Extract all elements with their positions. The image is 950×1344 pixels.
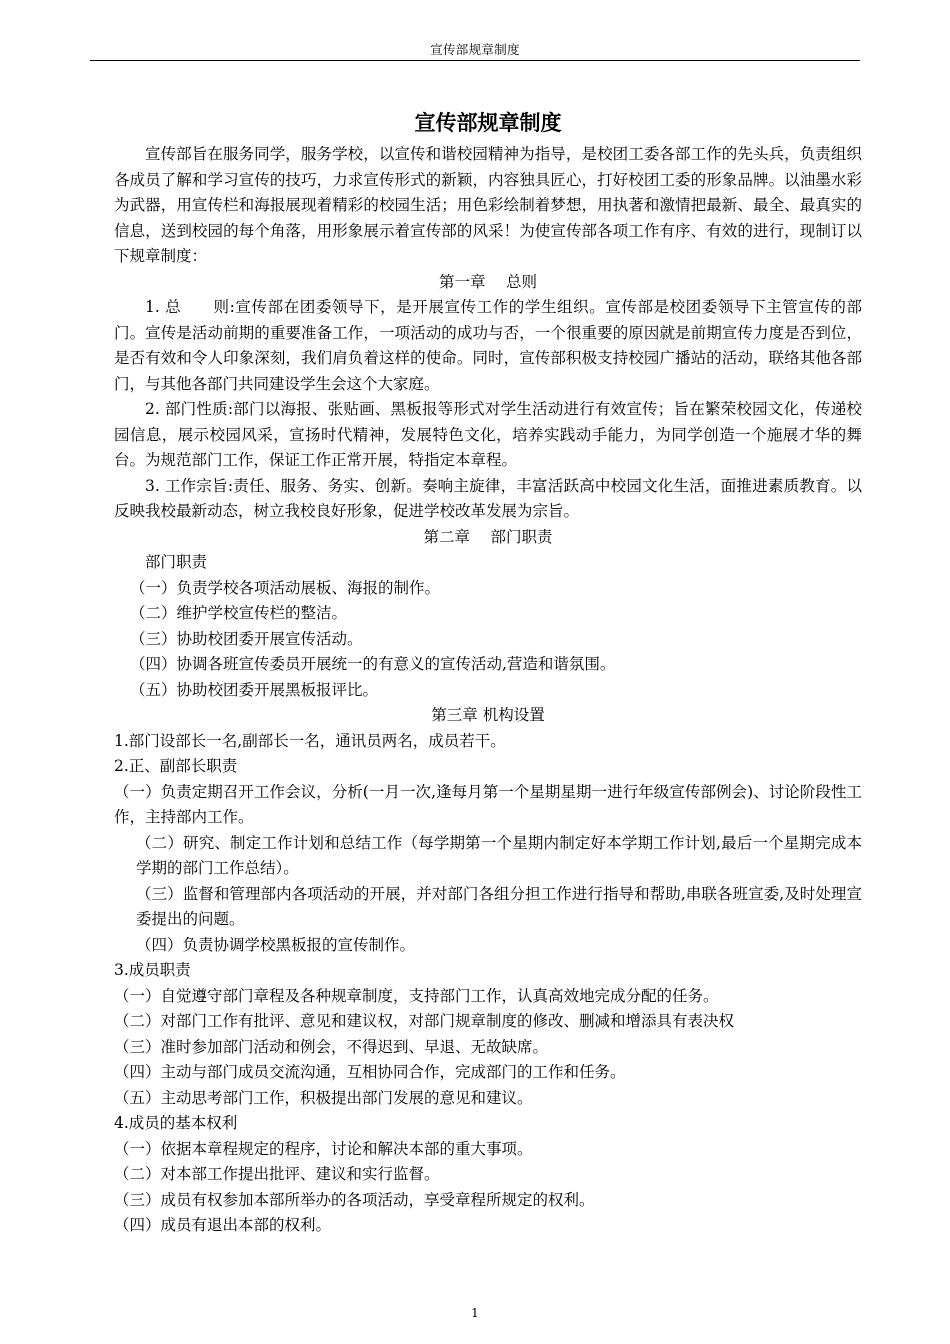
chapter3-section2-title: 2.正、副部长职责 bbox=[114, 757, 238, 775]
document-body bbox=[114, 106, 862, 1239]
chapter3-section3-item: （五）主动思考部门工作，积极提出部门发展的意见和建议。 bbox=[114, 1088, 533, 1107]
document-title: 宣传部规章制度 bbox=[414, 111, 562, 135]
chapter3-section3-item: （一）自觉遵守部门章程及各种规章制度，支持部门工作，认真高效地完成分配的任务。 bbox=[114, 986, 719, 1005]
page-number: 1 bbox=[471, 1306, 479, 1320]
chapter2-item: （四）协调各班宣传委员开展统一的有意义的宣传活动,营造和谐氛围。 bbox=[130, 655, 616, 673]
chapter3-section2-item: （一）负责定期召开工作会议，分析(一月一次,逢每月第一个星期星期一进行年级宣传部例会)、讨论阶段性工作，主持部内工作。 bbox=[114, 782, 862, 826]
chapter3-section1: 1.部门设部长一名,副部长一名，通讯员两名，成员若干。 bbox=[114, 731, 506, 750]
chapter3-section4-item: （三）成员有权参加本部所举办的各项活动，享受章程所规定的权利。 bbox=[114, 1190, 595, 1209]
chapter3-heading: 第三章 机构设置 bbox=[431, 706, 545, 724]
chapter1-heading: 第一章 总则 bbox=[439, 272, 537, 291]
chapter2-item: （三）协助校团委开展宣传活动。 bbox=[130, 629, 363, 648]
chapter1-item: 1. 总 则:宣传部在团委领导下，是开展宣传工作的学生组织。宣传部是校团委领导下主管宣传的部门。宣传是活动前期的重要准备工作，一项活动的成功与否，一个很重要的原因就是前期宣传力度是否到位，是否有效和令人印象深刻，我们肩负着这样的使命。同时，宣传部积极支持校园广播站的活动，联络其他各部门，与其他各部门共同建设学生会这个大家庭。 bbox=[114, 298, 862, 393]
chapter2-item: （一）负责学校各项活动展板、海报的制作。 bbox=[130, 578, 441, 597]
chapter3-section3-title: 3.成员职责 bbox=[114, 961, 191, 979]
intro-paragraph: 宣传部旨在服务同学，服务学校，以宣传和谐校园精神为指导，是校团工委各部工作的先头兵，负责组织各成员了解和学习宣传的技巧，力求宣传形式的新颖，内容独具匠心，打好校团工委的形象品牌。以油墨水彩为武器，用宣传栏和海报展现着精彩的校园生活；用色彩绘制着梦想，用执著和激情把最新、最全、最真实的信息，送到校园的每个角落，用形象展示着宣传部的风采！为使宣传部各项工作有序、有效的进行，现制订以下规章制度： bbox=[114, 145, 862, 265]
header-rule bbox=[90, 60, 860, 61]
chapter3-section2-item: （三）监督和管理部内各项活动的开展，并对部门各组分担工作进行指导和帮助,串联各班宣委,及时处理宣委提出的问题。 bbox=[136, 884, 862, 928]
chapter3-section4-item: （四）成员有退出本部的权利。 bbox=[114, 1216, 332, 1234]
chapter3-section2-item: （四）负责协调学校黑板报的宣传制作。 bbox=[136, 935, 416, 954]
chapter2-heading: 第二章 部门职责 bbox=[423, 527, 553, 546]
chapter2-subtitle: 部门职责 bbox=[145, 553, 208, 571]
chapter3-section3-item: （三）准时参加部门活动和例会，不得迟到、早退、无故缺席。 bbox=[114, 1037, 549, 1056]
chapter2-item: （二）维护学校宣传栏的整洁。 bbox=[130, 604, 348, 622]
chapter3-section4-title: 4.成员的基本权利 bbox=[114, 1114, 238, 1132]
chapter3-section2-item: （二）研究、制定工作计划和总结工作（每学期第一个星期内制定好本学期工作计划,最后一个星期完成本学期的部门工作总结）。 bbox=[136, 833, 862, 877]
chapter1-item: 2. 部门性质:部门以海报、张贴画、黑板报等形式对学生活动进行有效宣传；旨在繁荣校园文化，传递校园信息，展示校园风采，宣扬时代精神，发展特色文化，培养实践动手能力，为同学创造一个施展才华的舞台。为规范部门工作，保证工作正常开展，特指定本章程。 bbox=[114, 400, 862, 469]
chapter3-section3-item: （二）对部门工作有批评、意见和建议权，对部门规章制度的修改、删减和增添具有表决权 bbox=[114, 1012, 735, 1030]
chapter2-item: （五）协助校团委开展黑板报评比。 bbox=[130, 680, 379, 699]
chapter3-section3-item: （四）主动与部门成员交流沟通，互相协同合作，完成部门的工作和任务。 bbox=[114, 1063, 626, 1081]
chapter1-item: 3. 工作宗旨:责任、服务、务实、创新。奏响主旋律，丰富活跃高中校园文化生活，面推进素质教育。以反映我校最新动态，树立我校良好形象，促进学校改革发展为宗旨。 bbox=[114, 476, 862, 520]
page-header: 宣传部规章制度 bbox=[430, 42, 520, 57]
chapter3-section4-item: （二）对本部工作提出批评、建议和实行监督。 bbox=[114, 1165, 440, 1183]
chapter3-section4-item: （一）依据本章程规定的程序，讨论和解决本部的重大事项。 bbox=[114, 1139, 533, 1158]
